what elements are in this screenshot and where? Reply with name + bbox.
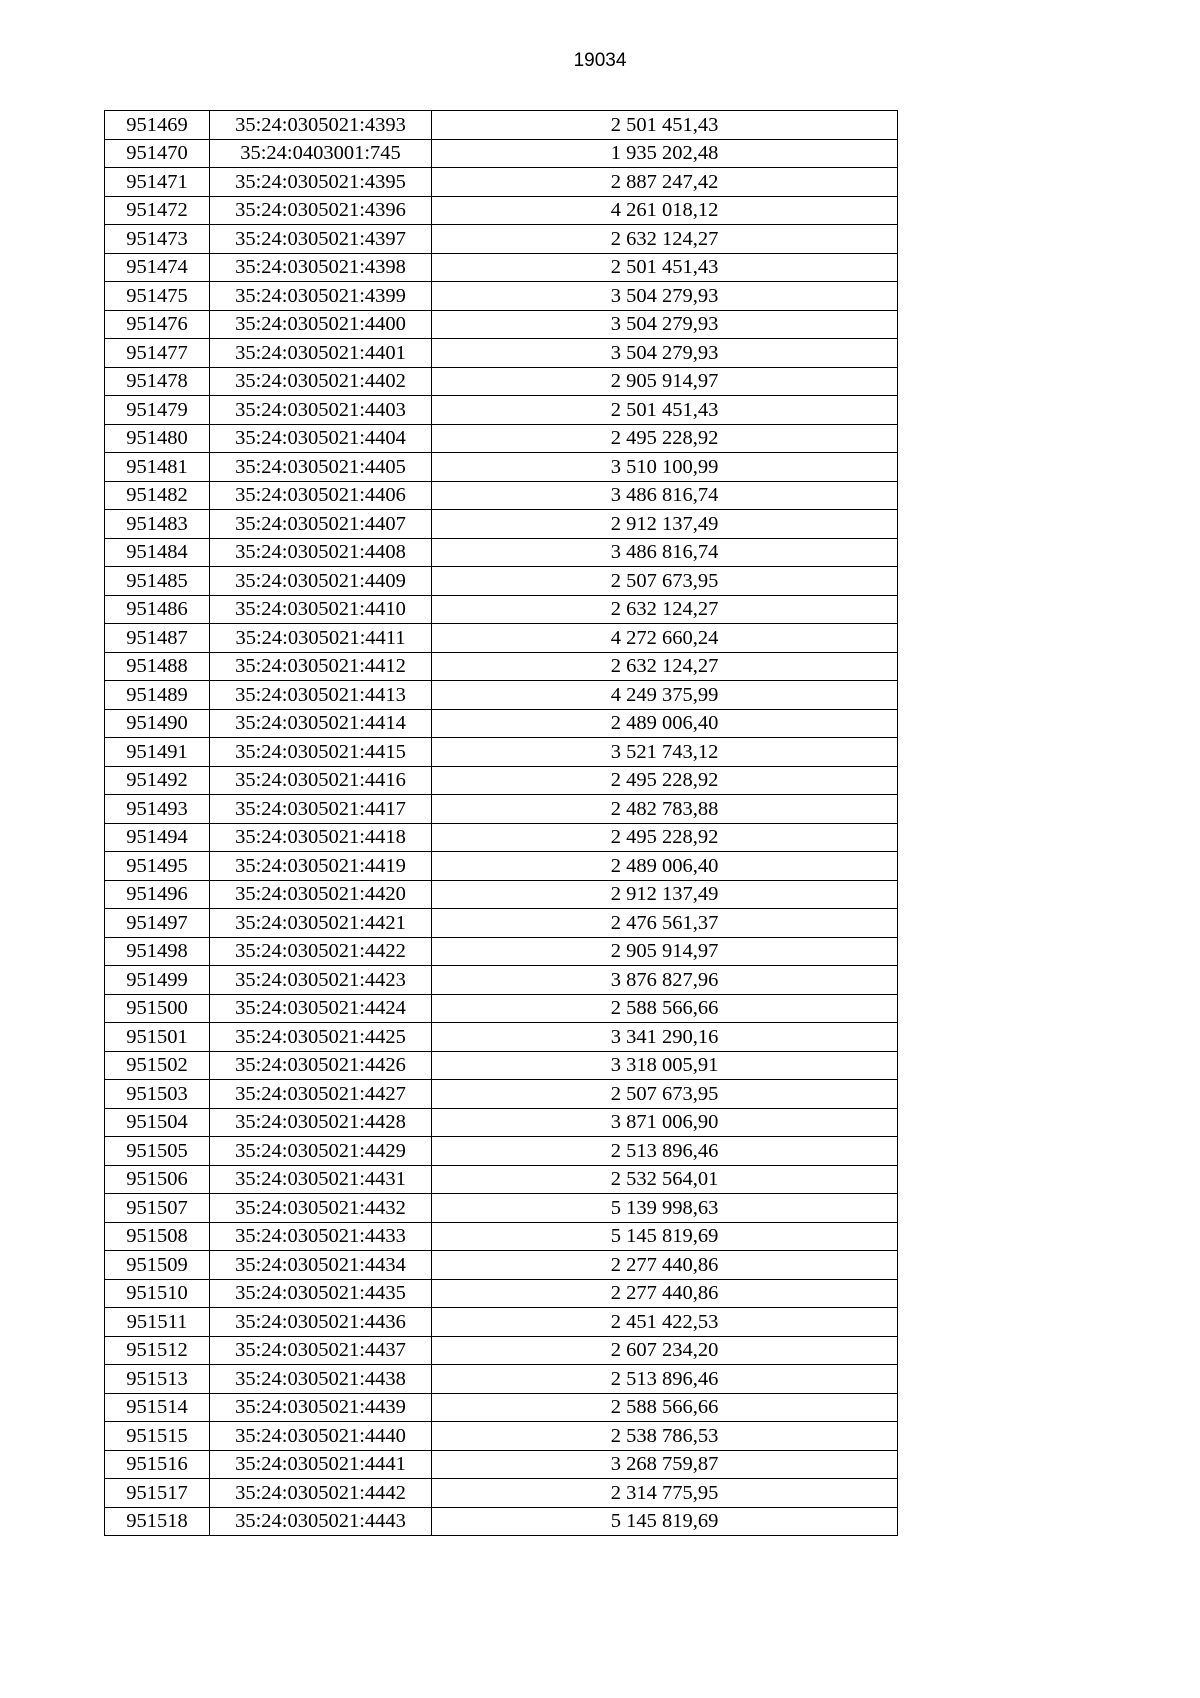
cadastral-value-cell: 3 876 827,96 (432, 966, 898, 995)
cadastral-value-cell: 2 507 673,95 (432, 1080, 898, 1109)
cadastral-value-cell: 3 318 005,91 (432, 1051, 898, 1080)
cadastral-number-cell: 35:24:0305021:4425 (210, 1023, 432, 1052)
row-number-cell: 951481 (105, 453, 210, 482)
cadastral-number-cell: 35:24:0305021:4405 (210, 453, 432, 482)
table-row (105, 253, 898, 282)
table-row (105, 510, 898, 539)
table-row (105, 909, 898, 938)
cadastral-number-cell: 35:24:0305021:4441 (210, 1450, 432, 1479)
cadastral-number-cell: 35:24:0305021:4399 (210, 282, 432, 311)
cadastral-number-cell: 35:24:0305021:4411 (210, 624, 432, 653)
table-body (105, 111, 898, 1536)
cadastral-value-cell: 2 482 783,88 (432, 795, 898, 824)
row-number-cell: 951477 (105, 339, 210, 368)
row-number-cell: 951474 (105, 253, 210, 282)
cadastral-number-cell: 35:24:0305021:4397 (210, 225, 432, 254)
cadastral-number-cell: 35:24:0305021:4440 (210, 1422, 432, 1451)
cadastral-value-cell: 2 607 234,20 (432, 1336, 898, 1365)
row-number-cell: 951491 (105, 738, 210, 767)
cadastral-value-cell: 2 588 566,66 (432, 994, 898, 1023)
row-number-cell: 951471 (105, 168, 210, 197)
cadastral-value-cell: 2 489 006,40 (432, 852, 898, 881)
cadastral-number-cell: 35:24:0305021:4437 (210, 1336, 432, 1365)
cadastral-number-cell: 35:24:0305021:4402 (210, 367, 432, 396)
cadastral-value-cell: 3 871 006,90 (432, 1108, 898, 1137)
row-number-cell: 951486 (105, 595, 210, 624)
row-number-cell: 951497 (105, 909, 210, 938)
row-number-cell: 951517 (105, 1479, 210, 1508)
row-number-cell: 951482 (105, 481, 210, 510)
cadastral-number-cell: 35:24:0305021:4407 (210, 510, 432, 539)
row-number-cell: 951513 (105, 1365, 210, 1394)
table-row (105, 538, 898, 567)
row-number-cell: 951511 (105, 1308, 210, 1337)
row-number-cell: 951502 (105, 1051, 210, 1080)
cadastral-number-cell: 35:24:0305021:4415 (210, 738, 432, 767)
cadastral-number-cell: 35:24:0305021:4433 (210, 1222, 432, 1251)
row-number-cell: 951514 (105, 1393, 210, 1422)
table-row (105, 196, 898, 225)
row-number-cell: 951510 (105, 1279, 210, 1308)
cadastral-value-cell: 4 261 018,12 (432, 196, 898, 225)
row-number-cell: 951518 (105, 1507, 210, 1536)
table-row (105, 111, 898, 140)
cadastral-value-cell: 5 139 998,63 (432, 1194, 898, 1223)
cadastral-number-cell: 35:24:0305021:4443 (210, 1507, 432, 1536)
table-row (105, 1194, 898, 1223)
cadastral-value-table (104, 110, 898, 1536)
table-row (105, 681, 898, 710)
row-number-cell: 951472 (105, 196, 210, 225)
table-row (105, 966, 898, 995)
cadastral-number-cell: 35:24:0305021:4416 (210, 766, 432, 795)
table-row (105, 852, 898, 881)
table-row (105, 709, 898, 738)
cadastral-value-cell: 2 513 896,46 (432, 1365, 898, 1394)
cadastral-number-cell: 35:24:0305021:4424 (210, 994, 432, 1023)
cadastral-number-cell: 35:24:0305021:4417 (210, 795, 432, 824)
table-row (105, 766, 898, 795)
table-row (105, 481, 898, 510)
table-row (105, 367, 898, 396)
row-number-cell: 951473 (105, 225, 210, 254)
cadastral-value-cell: 3 521 743,12 (432, 738, 898, 767)
row-number-cell: 951470 (105, 139, 210, 168)
table-row (105, 1279, 898, 1308)
table-row (105, 339, 898, 368)
cadastral-number-cell: 35:24:0305021:4400 (210, 310, 432, 339)
cadastral-value-cell: 2 532 564,01 (432, 1165, 898, 1194)
row-number-cell: 951485 (105, 567, 210, 596)
row-number-cell: 951509 (105, 1251, 210, 1280)
table-row (105, 168, 898, 197)
table-row (105, 994, 898, 1023)
table-row (105, 1108, 898, 1137)
row-number-cell: 951499 (105, 966, 210, 995)
cadastral-value-cell: 5 145 819,69 (432, 1507, 898, 1536)
cadastral-number-cell: 35:24:0305021:4432 (210, 1194, 432, 1223)
cadastral-value-cell: 2 314 775,95 (432, 1479, 898, 1508)
cadastral-value-cell: 2 495 228,92 (432, 424, 898, 453)
row-number-cell: 951512 (105, 1336, 210, 1365)
cadastral-value-cell: 2 588 566,66 (432, 1393, 898, 1422)
cadastral-number-cell: 35:24:0305021:4395 (210, 168, 432, 197)
cadastral-value-cell: 2 495 228,92 (432, 766, 898, 795)
table-row (105, 595, 898, 624)
cadastral-number-cell: 35:24:0305021:4423 (210, 966, 432, 995)
table-row (105, 310, 898, 339)
cadastral-value-cell: 2 887 247,42 (432, 168, 898, 197)
table-row (105, 823, 898, 852)
cadastral-number-cell: 35:24:0305021:4429 (210, 1137, 432, 1166)
cadastral-value-cell: 2 501 451,43 (432, 111, 898, 140)
table-row (105, 1393, 898, 1422)
cadastral-number-cell: 35:24:0305021:4426 (210, 1051, 432, 1080)
cadastral-value-cell: 3 504 279,93 (432, 310, 898, 339)
cadastral-number-cell: 35:24:0305021:4413 (210, 681, 432, 710)
cadastral-value-cell: 5 145 819,69 (432, 1222, 898, 1251)
cadastral-number-cell: 35:24:0403001:745 (210, 139, 432, 168)
table-row (105, 225, 898, 254)
table-row (105, 1422, 898, 1451)
cadastral-number-cell: 35:24:0305021:4420 (210, 880, 432, 909)
table-row (105, 1450, 898, 1479)
row-number-cell: 951505 (105, 1137, 210, 1166)
table-row (105, 453, 898, 482)
row-number-cell: 951476 (105, 310, 210, 339)
table-row (105, 1365, 898, 1394)
cadastral-number-cell: 35:24:0305021:4401 (210, 339, 432, 368)
cadastral-value-cell: 2 912 137,49 (432, 880, 898, 909)
row-number-cell: 951498 (105, 937, 210, 966)
cadastral-value-cell: 3 486 816,74 (432, 481, 898, 510)
table-row (105, 139, 898, 168)
cadastral-number-cell: 35:24:0305021:4422 (210, 937, 432, 966)
cadastral-number-cell: 35:24:0305021:4414 (210, 709, 432, 738)
table-row (105, 1222, 898, 1251)
cadastral-value-cell: 3 341 290,16 (432, 1023, 898, 1052)
cadastral-value-cell: 2 277 440,86 (432, 1279, 898, 1308)
cadastral-number-cell: 35:24:0305021:4393 (210, 111, 432, 140)
cadastral-number-cell: 35:24:0305021:4436 (210, 1308, 432, 1337)
cadastral-number-cell: 35:24:0305021:4396 (210, 196, 432, 225)
cadastral-value-cell: 2 489 006,40 (432, 709, 898, 738)
cadastral-number-cell: 35:24:0305021:4410 (210, 595, 432, 624)
table-row (105, 652, 898, 681)
row-number-cell: 951484 (105, 538, 210, 567)
row-number-cell: 951489 (105, 681, 210, 710)
cadastral-value-cell: 2 501 451,43 (432, 396, 898, 425)
row-number-cell: 951504 (105, 1108, 210, 1137)
table-row (105, 424, 898, 453)
cadastral-value-cell: 2 277 440,86 (432, 1251, 898, 1280)
table-row (105, 880, 898, 909)
cadastral-number-cell: 35:24:0305021:4434 (210, 1251, 432, 1280)
row-number-cell: 951516 (105, 1450, 210, 1479)
cadastral-value-cell: 2 451 422,53 (432, 1308, 898, 1337)
row-number-cell: 951475 (105, 282, 210, 311)
table-row (105, 1507, 898, 1536)
cadastral-value-cell: 2 513 896,46 (432, 1137, 898, 1166)
row-number-cell: 951508 (105, 1222, 210, 1251)
table-row (105, 1137, 898, 1166)
table-row (105, 738, 898, 767)
table-row (105, 1080, 898, 1109)
cadastral-number-cell: 35:24:0305021:4408 (210, 538, 432, 567)
cadastral-number-cell: 35:24:0305021:4428 (210, 1108, 432, 1137)
cadastral-value-cell: 2 476 561,37 (432, 909, 898, 938)
cadastral-value-cell: 2 905 914,97 (432, 937, 898, 966)
cadastral-value-cell: 2 912 137,49 (432, 510, 898, 539)
row-number-cell: 951492 (105, 766, 210, 795)
cadastral-value-cell: 2 905 914,97 (432, 367, 898, 396)
cadastral-number-cell: 35:24:0305021:4427 (210, 1080, 432, 1109)
table-row (105, 1051, 898, 1080)
row-number-cell: 951500 (105, 994, 210, 1023)
cadastral-number-cell: 35:24:0305021:4418 (210, 823, 432, 852)
table-row (105, 396, 898, 425)
cadastral-value-cell: 3 504 279,93 (432, 282, 898, 311)
row-number-cell: 951487 (105, 624, 210, 653)
row-number-cell: 951480 (105, 424, 210, 453)
table-row (105, 1165, 898, 1194)
row-number-cell: 951483 (105, 510, 210, 539)
cadastral-number-cell: 35:24:0305021:4398 (210, 253, 432, 282)
cadastral-number-cell: 35:24:0305021:4404 (210, 424, 432, 453)
cadastral-number-cell: 35:24:0305021:4439 (210, 1393, 432, 1422)
row-number-cell: 951507 (105, 1194, 210, 1223)
cadastral-number-cell: 35:24:0305021:4412 (210, 652, 432, 681)
table-row (105, 937, 898, 966)
row-number-cell: 951493 (105, 795, 210, 824)
cadastral-value-cell: 3 510 100,99 (432, 453, 898, 482)
cadastral-value-cell: 2 632 124,27 (432, 595, 898, 624)
row-number-cell: 951501 (105, 1023, 210, 1052)
cadastral-number-cell: 35:24:0305021:4438 (210, 1365, 432, 1394)
table-row (105, 1251, 898, 1280)
row-number-cell: 951469 (105, 111, 210, 140)
cadastral-value-cell: 2 507 673,95 (432, 567, 898, 596)
table-row (105, 567, 898, 596)
cadastral-number-cell: 35:24:0305021:4409 (210, 567, 432, 596)
cadastral-value-cell: 2 538 786,53 (432, 1422, 898, 1451)
cadastral-number-cell: 35:24:0305021:4403 (210, 396, 432, 425)
cadastral-number-cell: 35:24:0305021:4406 (210, 481, 432, 510)
page-number: 19034 (573, 50, 627, 71)
table-row (105, 795, 898, 824)
cadastral-number-cell: 35:24:0305021:4442 (210, 1479, 432, 1508)
row-number-cell: 951496 (105, 880, 210, 909)
cadastral-value-cell: 4 272 660,24 (432, 624, 898, 653)
cadastral-number-cell: 35:24:0305021:4435 (210, 1279, 432, 1308)
cadastral-value-cell: 3 486 816,74 (432, 538, 898, 567)
cadastral-value-cell: 3 268 759,87 (432, 1450, 898, 1479)
cadastral-value-cell: 4 249 375,99 (432, 681, 898, 710)
cadastral-value-cell: 2 495 228,92 (432, 823, 898, 852)
table-row (105, 624, 898, 653)
table-row (105, 1308, 898, 1337)
row-number-cell: 951488 (105, 652, 210, 681)
row-number-cell: 951494 (105, 823, 210, 852)
cadastral-number-cell: 35:24:0305021:4421 (210, 909, 432, 938)
cadastral-value-cell: 2 632 124,27 (432, 225, 898, 254)
row-number-cell: 951506 (105, 1165, 210, 1194)
table-row (105, 1336, 898, 1365)
row-number-cell: 951515 (105, 1422, 210, 1451)
cadastral-value-cell: 3 504 279,93 (432, 339, 898, 368)
table-row (105, 1023, 898, 1052)
cadastral-number-cell: 35:24:0305021:4419 (210, 852, 432, 881)
cadastral-value-cell: 1 935 202,48 (432, 139, 898, 168)
row-number-cell: 951503 (105, 1080, 210, 1109)
row-number-cell: 951479 (105, 396, 210, 425)
row-number-cell: 951490 (105, 709, 210, 738)
table-row (105, 1479, 898, 1508)
cadastral-number-cell: 35:24:0305021:4431 (210, 1165, 432, 1194)
cadastral-value-cell: 2 632 124,27 (432, 652, 898, 681)
row-number-cell: 951495 (105, 852, 210, 881)
row-number-cell: 951478 (105, 367, 210, 396)
cadastral-value-cell: 2 501 451,43 (432, 253, 898, 282)
table-row (105, 282, 898, 311)
